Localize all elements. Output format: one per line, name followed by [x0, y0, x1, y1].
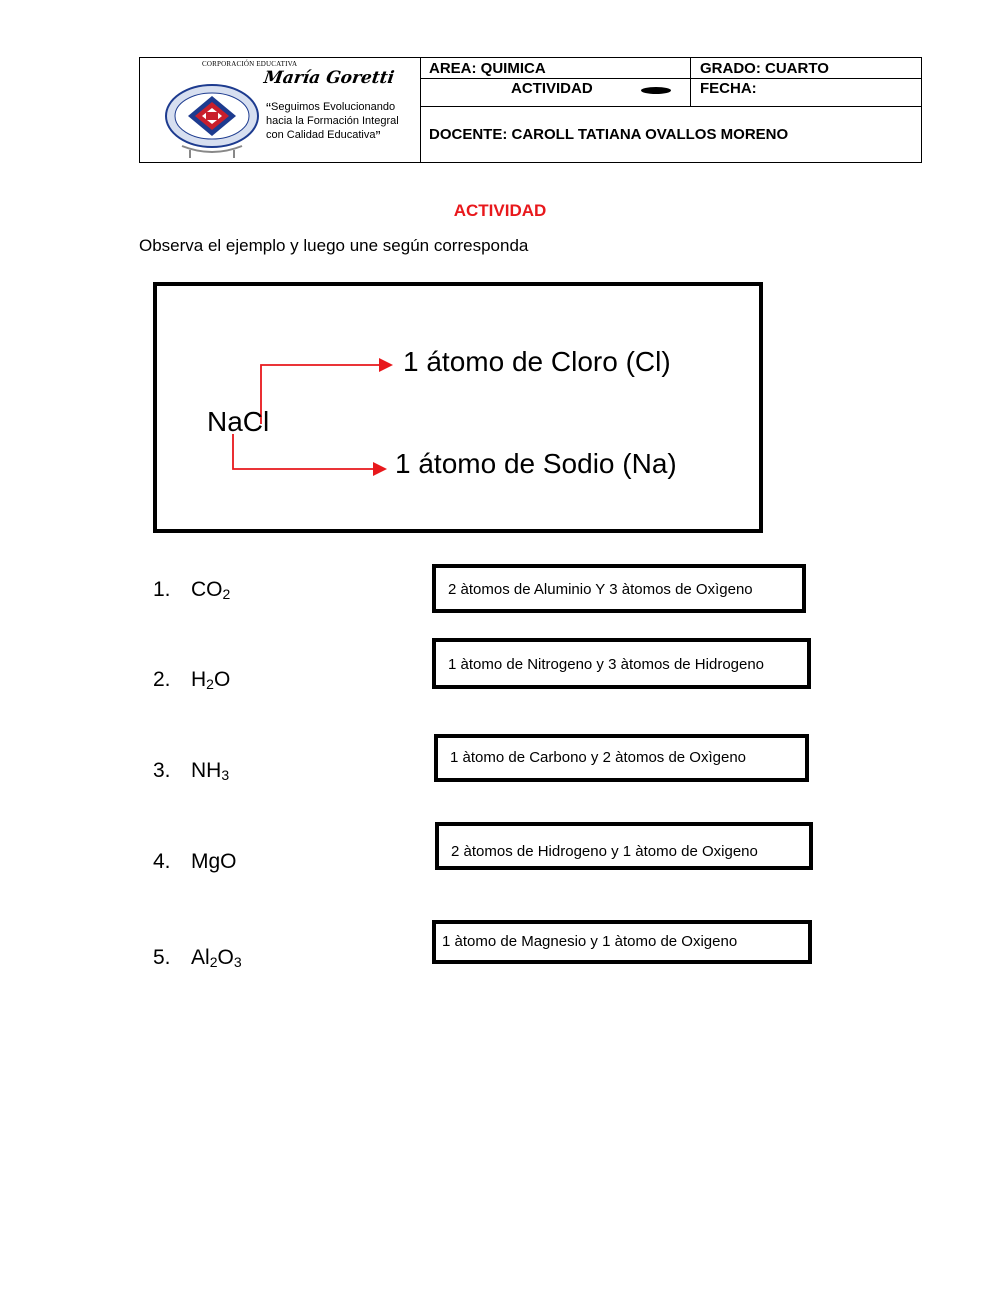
arrowhead-chlorine — [379, 358, 393, 372]
item-number: 5. — [153, 946, 171, 969]
divider — [420, 78, 922, 79]
list-item — [153, 578, 230, 602]
formula-subscript: 2 — [209, 954, 218, 970]
arrowhead-sodium — [373, 462, 387, 476]
example-chlorine: 1 átomo de Cloro (Cl) — [403, 346, 671, 377]
formula-subscript: 3 — [221, 767, 230, 783]
formula-base: NH — [191, 759, 222, 782]
school-motto: “Seguimos Evolucionando hacia la Formación Integral con Calidad Educativa” — [266, 100, 399, 145]
answer-box[interactable]: 1 àtomo de Nitrogeno y 3 àtomos de Hidrogeno — [432, 638, 811, 689]
activity-marker — [641, 87, 671, 94]
example-compound: NaCl — [207, 406, 270, 437]
list-item — [153, 946, 242, 970]
example-box — [153, 282, 763, 533]
header-table — [139, 57, 922, 163]
answer-box[interactable]: 2 àtomos de Aluminio Y 3 àtomos de Oxìgeno — [432, 564, 806, 613]
school-logo — [162, 84, 262, 160]
example-sodium: 1 átomo de Sodio (Na) — [395, 448, 677, 479]
formula-base: MgO — [191, 850, 237, 873]
formula-subscript: 3 — [233, 954, 242, 970]
date-label: FECHA: — [700, 80, 757, 97]
grade-label: GRADO: CUARTO — [700, 60, 829, 77]
page-title: ACTIVIDAD — [453, 201, 547, 220]
arrow-to-sodium — [233, 434, 373, 469]
item-number: 3. — [153, 759, 171, 782]
teacher-label: DOCENTE: CAROLL TATIANA OVALLOS MORENO — [429, 126, 789, 143]
area-label: AREA: QUIMICA — [429, 60, 546, 77]
answer-box[interactable]: 1 àtomo de Magnesio y 1 àtomo de Oxigeno — [432, 920, 812, 964]
instructions: Observa el ejemplo y luego une según corresponda — [139, 236, 529, 255]
item-number: 1. — [153, 578, 171, 601]
divider — [420, 58, 421, 162]
answer-box[interactable]: 2 àtomos de Hidrogeno y 1 àtomo de Oxigeno — [435, 822, 813, 870]
school-name: María Goretti — [262, 68, 396, 88]
divider — [420, 106, 922, 107]
formula-tail: O — [217, 946, 234, 969]
formula-subscript: 2 — [206, 676, 214, 692]
answer-box[interactable]: 1 àtomo de Carbono y 2 àtomos de Oxìgeno — [434, 734, 809, 782]
formula-subscript: 2 — [222, 586, 231, 602]
arrow-to-chlorine — [261, 365, 379, 424]
list-item — [153, 850, 237, 874]
corporation-label: CORPORACIÓN EDUCATIVA — [202, 60, 298, 68]
list-item — [153, 759, 229, 783]
item-number: 2. — [153, 668, 171, 691]
item-number: 4. — [153, 850, 171, 873]
activity-label: ACTIVIDAD — [511, 80, 593, 97]
divider — [690, 58, 691, 106]
formula-base: H — [191, 668, 207, 691]
formula-base: Al — [191, 946, 210, 969]
formula-tail: O — [213, 668, 231, 691]
list-item — [153, 668, 230, 692]
formula-base: CO — [191, 578, 223, 601]
